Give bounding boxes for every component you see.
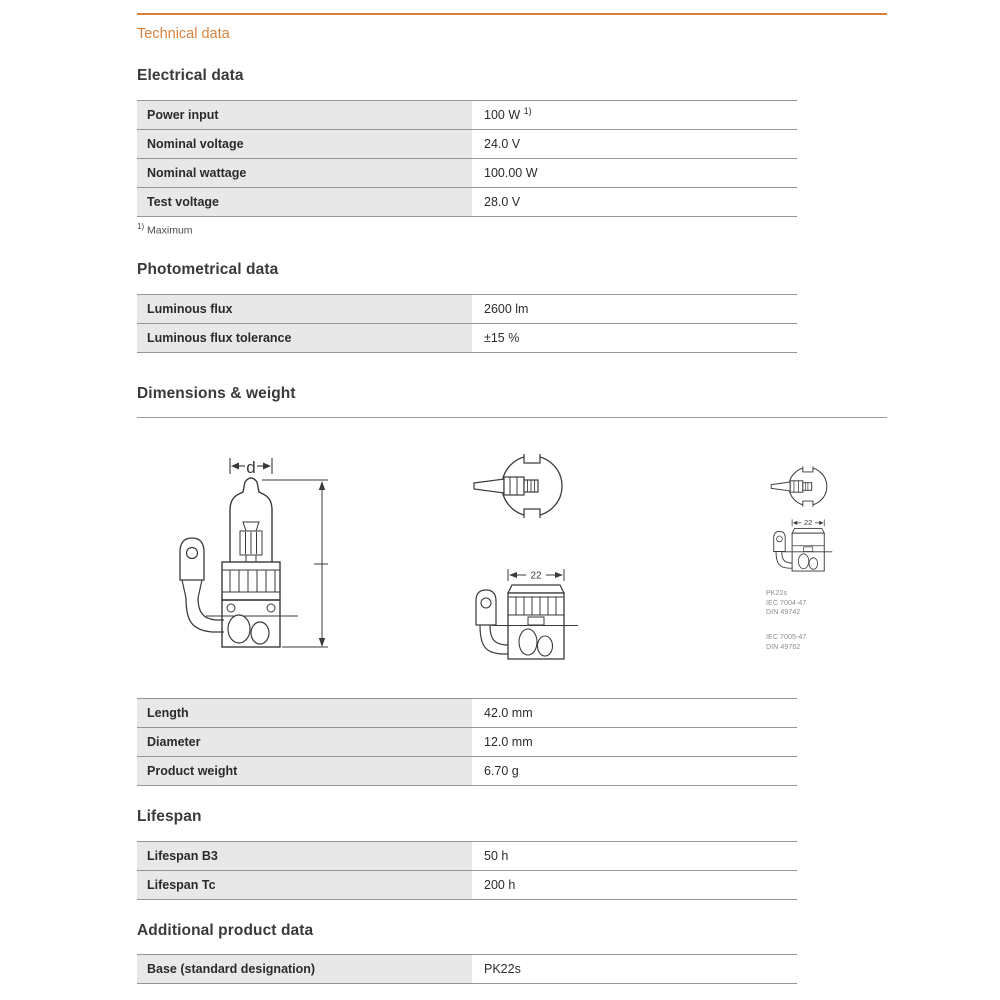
table-row [137,727,797,756]
section-title-dimensions: Dimensions & weight [137,385,296,402]
dim-arrow-right-icon [819,521,824,525]
spade-terminal [771,482,790,491]
lead-wire [480,625,512,654]
row-value: 28.0 V [484,195,521,209]
row-label: Product weight [137,757,472,785]
contact-crimp [228,615,250,643]
base-top-view-diagram [466,452,581,520]
dimensions-rule [137,417,887,418]
table-row [137,323,797,353]
footnote-marker: 1) [523,105,532,116]
section-title-electrical: Electrical data [137,67,244,84]
standard-label: IEC 7005-47 [766,634,807,641]
photometrical-data-table [137,294,797,353]
footnote-marker: 1) [137,222,145,231]
row-value [472,101,532,129]
base-top-view-small-diagram [766,465,839,508]
standard-label: DIN 49762 [766,643,801,651]
row-label: Length [137,699,472,727]
row-value: 200 h [484,878,516,892]
row-value: 50 h [484,849,509,863]
row-label: Nominal voltage [137,130,472,158]
row-value: 24.0 V [484,137,521,151]
diameter-dim-label: d [246,458,256,477]
row-label: Test voltage [137,188,472,216]
dim-arrow-right-icon [555,572,563,578]
standard-label: PK22s [766,590,788,597]
table-row [137,841,797,870]
dim-arrow-left-icon [231,463,239,470]
section-title-photometrical: Photometrical data [137,261,279,278]
table-row [137,294,797,323]
row-label: Diameter [137,728,472,756]
row-label: Luminous flux [137,295,472,323]
row-value: 2600 lm [484,302,529,316]
bulb-side-view-diagram [160,452,350,667]
base-front-view-diagram [466,567,581,669]
base-width-dim-label: 22 [804,518,813,528]
vent-hole [267,604,275,612]
dim-arrow-right-icon [263,463,271,470]
table-row [137,158,797,187]
footnote [137,222,193,237]
contact-crimp [251,622,269,644]
table-row [137,870,797,900]
section-title-lifespan: Lifespan [137,808,202,825]
table-row [137,954,797,984]
dim-arrow-down-icon [319,638,325,647]
footnote-text: Maximum [147,224,193,237]
table-row [137,129,797,158]
row-label: Luminous flux tolerance [137,324,472,352]
row-value: 100.00 W [484,166,538,180]
lifespan-table [137,841,797,900]
standard-label: DIN 49742 [766,609,801,616]
dimensions-table [137,698,797,786]
table-row [137,756,797,786]
dim-arrow-up-icon [319,481,325,490]
standard-label: IEC 7004-47 [766,599,807,607]
row-label: Nominal wattage [137,159,472,187]
row-value: ±15 % [484,331,520,345]
lead-wire [186,598,224,632]
keying-notch [803,501,813,507]
spade-terminal [474,479,504,493]
header-rule [137,13,887,15]
additional-data-table [137,954,797,984]
row-label: Power input [137,101,472,129]
contact-crimp [798,554,808,569]
terminal-hole [481,598,491,608]
row-label: Lifespan B3 [137,842,472,870]
page-title: Technical data [137,26,230,42]
terminal-hole [777,536,783,542]
base-width-dim-label: 22 [530,570,542,582]
table-row [137,698,797,727]
row-label: Lifespan Tc [137,871,472,899]
contact-crimp [538,636,553,656]
holder-standards-labels [766,633,806,652]
base-standards-labels [766,589,806,618]
table-row [137,187,797,217]
contact-crimp [809,558,818,569]
base-front-view-small-diagram [768,518,834,577]
electrical-data-table [137,100,797,217]
terminal-hole [187,548,198,559]
keying-notch [524,454,540,463]
row-label: Base (standard designation) [137,955,472,983]
row-value: 6.70 g [484,764,519,778]
dim-arrow-left-icon [793,521,798,525]
dim-arrow-left-icon [509,572,517,578]
base-upper [222,562,280,600]
table-row [137,100,797,129]
keying-notch [524,509,540,518]
row-value: PK22s [484,962,521,976]
row-value-text: 100 W [484,108,521,122]
section-title-additional: Additional product data [137,922,314,939]
row-value: 12.0 mm [484,735,533,749]
contact-crimp [519,629,537,655]
row-value: 42.0 mm [484,706,533,720]
keying-notch [803,466,813,472]
vent-hole [227,604,235,612]
